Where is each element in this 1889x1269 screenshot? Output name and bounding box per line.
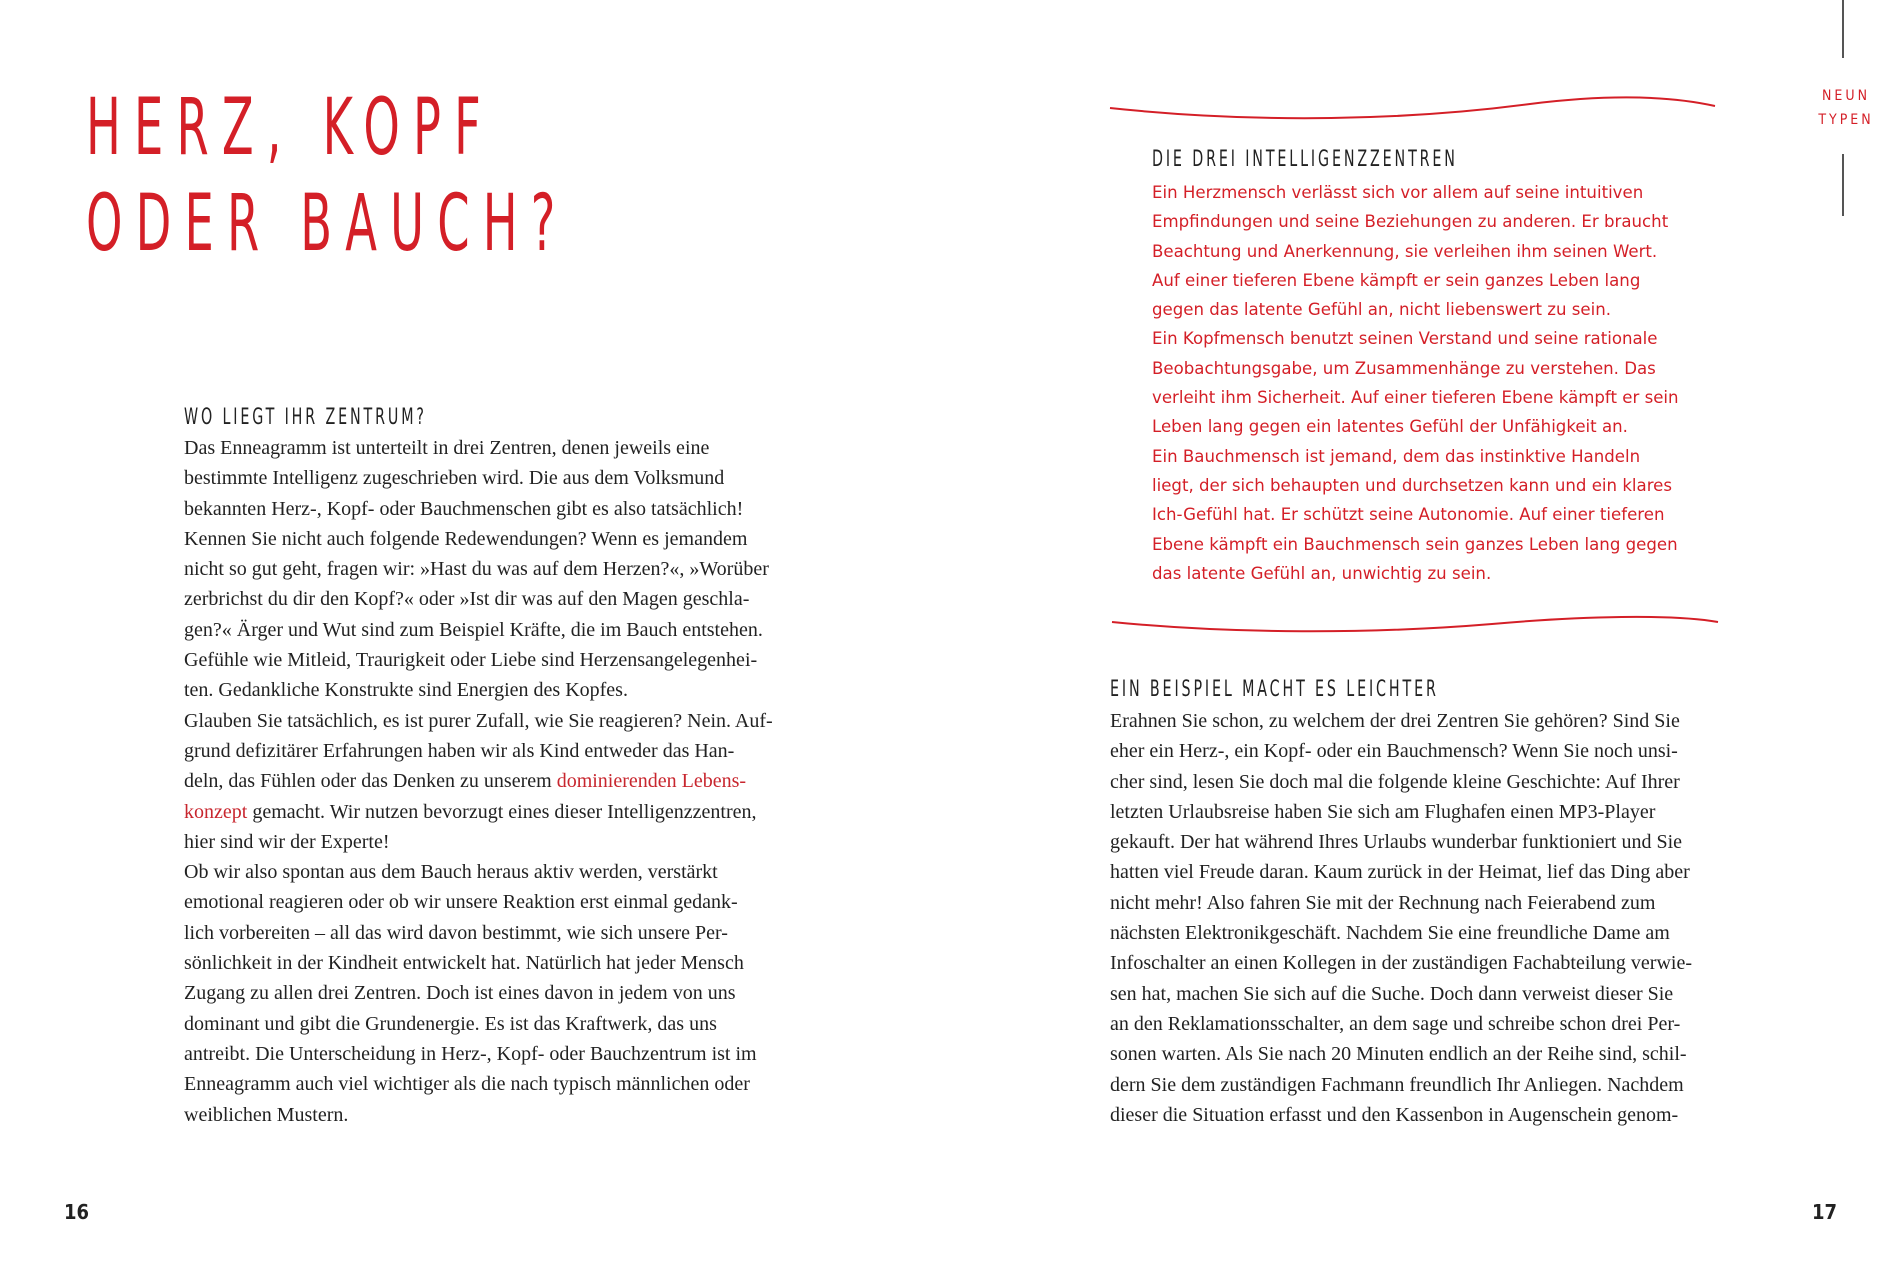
page-number-right: 17: [1812, 1200, 1838, 1224]
section-heading-beispiel: EIN BEISPIEL MACHT ES LEICHTER: [1110, 677, 1439, 702]
sidebar-text: [1152, 178, 1679, 588]
sidebar-line: das latente Gefühl an, unwichtig zu sein.: [1152, 563, 1492, 583]
text-line: bekannten Herz-, Kopf- oder Bauchmenschen gibt es also tatsächlich!: [184, 497, 744, 520]
text-line: ten. Gedankliche Konstrukte sind Energien des Kopfes.: [184, 679, 628, 702]
text-line: bestimmte Intelligenz zugeschrieben wird. Die aus dem Volksmund: [184, 467, 725, 490]
page-number-left: 16: [64, 1200, 90, 1224]
text-line: sönlichkeit in der Kindheit entwickelt hat. Natürlich hat jeder Mensch: [184, 952, 744, 975]
text-line: sen hat, machen Sie sich auf die Suche. Doch dann verweist dieser Sie: [1110, 982, 1674, 1005]
body-text-left: [184, 433, 773, 1130]
text-line: Zugang zu allen drei Zentren. Doch ist eines davon in jedem von uns: [184, 982, 736, 1005]
running-head: [1810, 84, 1882, 132]
text-line: zerbrichst du dir den Kopf?« oder »Ist dir was auf den Magen geschla-: [184, 588, 750, 611]
sidebar-line: Beachtung und Anerkennung, sie verleihen ihm seinen Wert.: [1152, 241, 1658, 261]
text-line: Ob wir also spontan aus dem Bauch heraus aktiv werden, verstärkt: [184, 861, 718, 884]
text-line: dieser die Situation erfasst und den Kassenbon in Augenschein genom-: [1110, 1103, 1679, 1126]
page-title: [86, 80, 569, 272]
text-line: Das Enneagramm ist unterteilt in drei Zentren, denen jeweils eine: [184, 437, 710, 459]
text-line: Infoschalter an einen Kollegen in der zuständigen Fachabteilung verwie-: [1110, 952, 1693, 975]
text-line: dominant und gibt die Grundenergie. Es ist das Kraftwerk, das uns: [184, 1012, 717, 1035]
wave-divider-top: [1110, 90, 1730, 130]
sidebar-line: Ein Bauchmensch ist jemand, dem das instinktive Handeln: [1152, 446, 1641, 466]
text-line: an den Reklamationsschalter, an dem sage und schreibe schon drei Per-: [1110, 1012, 1681, 1035]
text-fragment: deln, das Fühlen oder das Denken zu unserem: [184, 770, 557, 793]
text-line: nicht mehr! Also fahren Sie mit der Rechnung nach Feierabend zum: [1110, 891, 1656, 914]
sidebar-line: Auf einer tieferen Ebene kämpft er sein ganzes Leben lang: [1152, 270, 1641, 290]
text-line: lich vorbereiten – all das wird davon bestimmt, wie sich unsere Per-: [184, 921, 728, 944]
sidebar-line: Beobachtungsgabe, um Zusammenhänge zu verstehen. Das: [1152, 358, 1656, 378]
vertical-rule: [1842, 0, 1844, 58]
text-line: Erahnen Sie schon, zu welchem der drei Zentren Sie gehören? Sind Sie: [1110, 710, 1680, 732]
text-line: Glauben Sie tatsächlich, es ist purer Zufall, wie Sie reagieren? Nein. Auf-: [184, 709, 773, 732]
text-fragment: gemacht. Wir nutzen bevorzugt eines dieser Intelligenzzentren,: [247, 800, 757, 823]
text-line: antreibt. Die Unterscheidung in Herz-, Kopf- oder Bauchzentrum ist im: [184, 1042, 757, 1065]
sidebar-line: liegt, der sich behaupten und durchsetzen kann und ein klares: [1152, 475, 1673, 495]
text-line: eher ein Herz-, ein Kopf- oder ein Bauchmensch? Wenn Sie noch unsi-: [1110, 740, 1678, 763]
section-heading-zentrum: WO LIEGT IHR ZENTRUM?: [184, 405, 427, 430]
wave-divider-bottom: [1112, 608, 1732, 648]
title-line: HERZ, KOPF: [86, 83, 494, 173]
text-line: Enneagramm auch viel wichtiger als die nach typisch männlichen oder: [184, 1073, 750, 1096]
text-line: emotional reagieren oder ob wir unsere Reaktion erst einmal gedank-: [184, 891, 738, 914]
text-line: nicht so gut geht, fragen wir: »Hast du was auf dem Herzen?«, »Worüber: [184, 558, 769, 581]
text-line: [184, 766, 773, 796]
text-line: letzten Urlaubsreise haben Sie sich am Flughafen einen MP3-Player: [1110, 800, 1656, 823]
sidebar-line: verleiht ihm Sicherheit. Auf einer tieferen Ebene kämpft er sein: [1152, 388, 1679, 408]
highlight-term: konzept: [184, 800, 248, 823]
text-line: [184, 797, 773, 827]
sidebar-heading: DIE DREI INTELLIGENZZENTREN: [1152, 147, 1458, 172]
running-head-line: TYPEN: [1818, 112, 1874, 128]
running-head-line: NEUN: [1821, 88, 1871, 104]
text-line: weiblichen Mustern.: [184, 1103, 349, 1126]
text-line: hatten viel Freude daran. Kaum zurück in der Heimat, lief das Ding aber: [1110, 861, 1690, 884]
sidebar-line: Ein Herzmensch verlässt sich vor allem auf seine intuitiven: [1152, 183, 1644, 202]
sidebar-line: Ein Kopfmensch benutzt seinen Verstand und seine rationale: [1152, 329, 1658, 349]
text-line: grund defizitärer Erfahrungen haben wir als Kind entweder das Han-: [184, 739, 735, 762]
sidebar-line: Empfindungen und seine Beziehungen zu anderen. Er braucht: [1152, 212, 1669, 232]
sidebar-line: gegen das latente Gefühl an, nicht liebenswert zu sein.: [1152, 300, 1611, 320]
text-line: gekauft. Der hat während Ihres Urlaubs wunderbar funktioniert und Sie: [1110, 831, 1683, 854]
sidebar-line: Ebene kämpft ein Bauchmensch sein ganzes Leben lang gegen: [1152, 534, 1678, 554]
sidebar-line: Leben lang gegen ein latentes Gefühl der Unfähigkeit an.: [1152, 417, 1628, 437]
text-line: sonen warten. Als Sie nach 20 Minuten endlich an der Reihe sind, schil-: [1110, 1043, 1687, 1066]
text-line: Gefühle wie Mitleid, Traurigkeit oder Liebe sind Herzensangelegenhei-: [184, 649, 758, 672]
text-line: cher sind, lesen Sie doch mal die folgende kleine Geschichte: Auf Ihrer: [1110, 770, 1680, 793]
sidebar-line: Ich-Gefühl hat. Er schützt seine Autonomie. Auf einer tieferen: [1152, 505, 1665, 525]
highlight-term: dominierenden Lebens-: [556, 770, 747, 793]
text-line: Kennen Sie nicht auch folgende Redewendungen? Wenn es jemandem: [184, 527, 748, 550]
text-line: gen?« Ärger und Wut sind zum Beispiel Kräfte, die im Bauch entstehen.: [184, 618, 763, 641]
text-line: dern Sie dem zuständigen Fachmann freundlich Ihr Anliegen. Nachdem: [1110, 1073, 1684, 1096]
title-line: ODER BAUCH?: [86, 179, 569, 269]
vertical-rule: [1842, 154, 1844, 216]
text-line: hier sind wir der Experte!: [184, 830, 390, 853]
text-line: nächsten Elektronikgeschäft. Nachdem Sie eine freundliche Dame am: [1110, 922, 1670, 945]
body-text-right: [1110, 706, 1692, 1130]
